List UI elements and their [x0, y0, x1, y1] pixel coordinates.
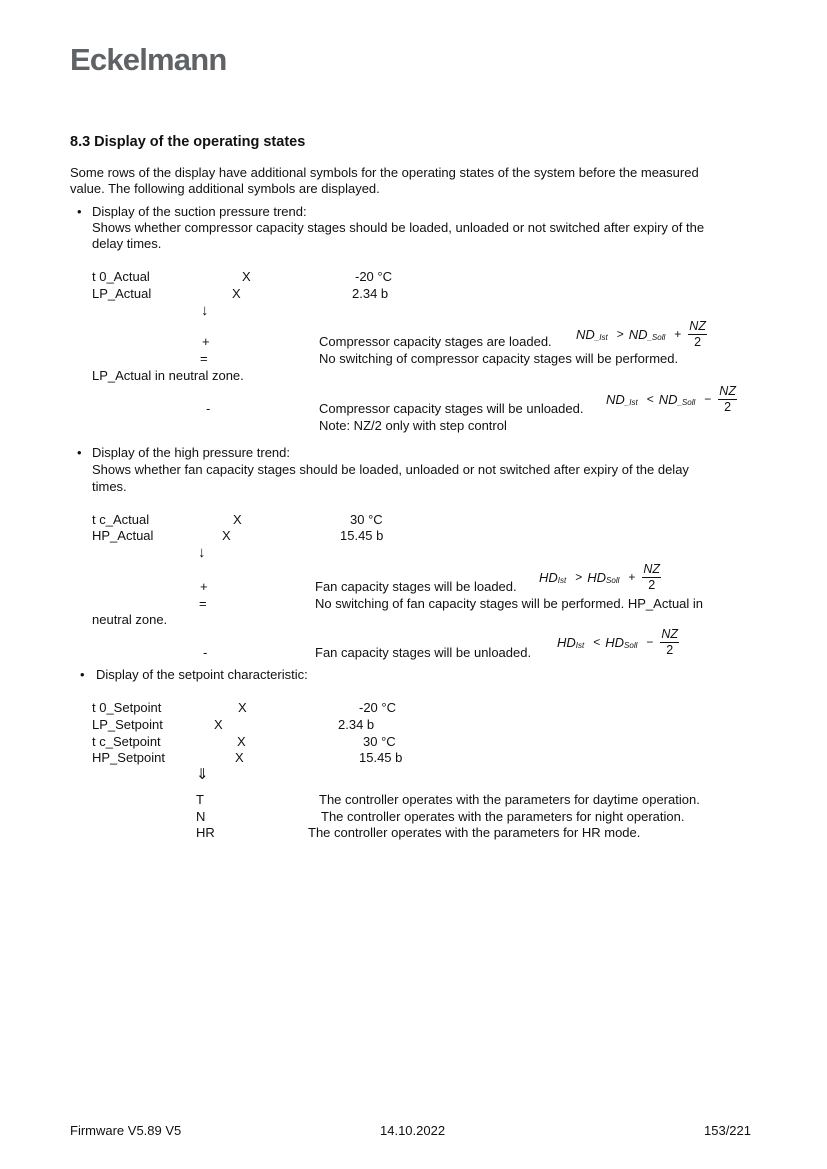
row-label: HP_Setpoint: [92, 750, 165, 765]
state-text: Compressor capacity stages are loaded.: [319, 334, 552, 349]
formula-lhs-sub: Ist: [575, 641, 585, 650]
row-label: t 0_Actual: [92, 269, 150, 284]
state-symbol: +: [202, 334, 210, 349]
row-value: 15.45 b: [359, 750, 403, 765]
formula-rhs-sub: _Soll: [677, 398, 696, 407]
step-control-note: Note: NZ/2 only with step control: [319, 418, 507, 433]
row-value: -20 °C: [355, 269, 392, 284]
state-symbol: +: [200, 579, 208, 594]
row-label: t c_Actual: [92, 512, 150, 527]
fraction-numerator: NZ: [661, 627, 679, 641]
mode-text: The controller operates with the parameters for HR mode.: [308, 825, 641, 840]
bullet-icon: •: [77, 445, 82, 460]
formula-compressor-unload: [606, 385, 737, 413]
row-marker: X: [238, 700, 247, 715]
formula-rhs-sub: _Soll: [647, 333, 666, 342]
state-text: Compressor capacity stages will be unloaded.: [319, 401, 584, 416]
row-marker: X: [233, 512, 242, 527]
row-marker: X: [214, 717, 223, 732]
formula-lhs: HD: [539, 569, 558, 585]
formula-compressor-load: [576, 320, 707, 348]
formula-fraction: [688, 320, 707, 348]
high-heading: Display of the high pressure trend:: [92, 445, 290, 460]
state-symbol: =: [200, 351, 208, 366]
fraction-denominator: 2: [648, 577, 656, 592]
fraction-denominator: 2: [666, 642, 674, 657]
formula-op2: +: [628, 570, 636, 584]
suction-heading: Display of the suction pressure trend:: [92, 204, 307, 219]
state-symbol: -: [203, 645, 208, 660]
row-label: t c_Setpoint: [92, 734, 161, 749]
row-value: -20 °C: [359, 700, 396, 715]
row-label: LP_Setpoint: [92, 717, 163, 732]
row-value: 15.45 b: [340, 528, 384, 543]
section-title: 8.3 Display of the operating states: [70, 134, 306, 150]
mode-symbol: N: [196, 809, 206, 824]
footer-firmware: Firmware V5.89 V5: [70, 1123, 182, 1138]
formula-lhs-sub: Ist: [557, 576, 567, 585]
formula-op: >: [575, 570, 583, 584]
state-text: Fan capacity stages will be loaded.: [315, 579, 517, 594]
formula-op: <: [646, 392, 654, 406]
suction-desc-line-2: delay times.: [92, 236, 162, 251]
high-desc-line-1: Shows whether fan capacity stages should be loaded, unloaded or not switched after expiry of the delay: [92, 462, 689, 477]
mode-symbol: T: [196, 792, 204, 807]
formula-fraction: [642, 563, 661, 591]
formula-rhs: HD: [587, 569, 607, 585]
neutral-zone-cont: neutral zone.: [92, 612, 168, 627]
row-marker: X: [232, 286, 241, 301]
formula-lhs: ND: [606, 391, 625, 407]
footer-page-number: 153/221: [704, 1123, 751, 1138]
arrow-down-icon: ↓: [201, 302, 209, 319]
formula-rhs: ND: [628, 326, 648, 342]
formula-rhs-sub: Soll: [624, 641, 638, 650]
formula-lhs-sub: _Ist: [624, 398, 638, 407]
row-value: 2.34 b: [352, 286, 389, 301]
suction-desc-line-1: Shows whether compressor capacity stages should be loaded, unloaded or not switched after expiry of the: [92, 220, 705, 235]
fraction-denominator: 2: [694, 334, 702, 349]
fraction-numerator: NZ: [689, 319, 706, 333]
row-value: 30 °C: [350, 512, 383, 527]
formula-op2: −: [704, 392, 712, 406]
footer-date: 14.10.2022: [380, 1123, 446, 1138]
formula-lhs-sub: _Ist: [594, 333, 608, 342]
row-marker: X: [242, 269, 251, 284]
state-text: No switching of fan capacity stages will be performed. HP_Actual in: [315, 596, 704, 611]
high-desc-line-2: times.: [92, 479, 127, 494]
formula-rhs: ND: [658, 391, 678, 407]
bullet-icon: •: [77, 204, 82, 219]
formula-op2: −: [646, 635, 654, 649]
fraction-numerator: NZ: [643, 562, 661, 576]
formula-fan-load: [539, 563, 661, 591]
formula-rhs-sub: Soll: [606, 576, 620, 585]
row-value: 30 °C: [363, 734, 396, 749]
formula-op: <: [593, 635, 601, 649]
row-marker: X: [237, 734, 246, 749]
row-value: 2.34 b: [338, 717, 375, 732]
state-symbol: =: [199, 596, 207, 611]
formula-op: >: [616, 327, 624, 341]
formula-lhs: ND: [576, 326, 595, 342]
setpoint-heading: Display of the setpoint characteristic:: [96, 667, 308, 682]
neutral-zone-note: LP_Actual in neutral zone.: [92, 368, 244, 383]
fraction-numerator: NZ: [719, 384, 736, 398]
double-arrow-down-icon: ⇓: [196, 766, 209, 783]
mode-symbol: HR: [196, 825, 215, 840]
formula-fraction: [660, 628, 679, 656]
formula-rhs: HD: [605, 634, 625, 650]
formula-fan-unload: [557, 628, 679, 656]
mode-text: The controller operates with the parameters for night operation.: [321, 809, 685, 824]
formula-fraction: [718, 385, 737, 413]
formula-lhs: HD: [557, 634, 576, 650]
formula-op2: +: [674, 327, 682, 341]
state-text: No switching of compressor capacity stages will be performed.: [319, 351, 679, 366]
row-marker: X: [235, 750, 244, 765]
row-label: LP_Actual: [92, 286, 152, 301]
bullet-icon: •: [80, 667, 85, 682]
state-symbol: -: [206, 401, 211, 416]
eckelmann-logo: Eckelmann: [70, 42, 227, 77]
mode-text: The controller operates with the parameters for daytime operation.: [319, 792, 700, 807]
fraction-denominator: 2: [724, 399, 732, 414]
arrow-down-icon: ↓: [198, 544, 206, 561]
intro-line-1: Some rows of the display have additional symbols for the operating states of the system before the measured: [70, 165, 699, 180]
intro-line-2: value. The following additional symbols are displayed.: [70, 181, 380, 196]
row-label: t 0_Setpoint: [92, 700, 162, 715]
row-label: HP_Actual: [92, 528, 154, 543]
state-text: Fan capacity stages will be unloaded.: [315, 645, 532, 660]
row-marker: X: [222, 528, 231, 543]
